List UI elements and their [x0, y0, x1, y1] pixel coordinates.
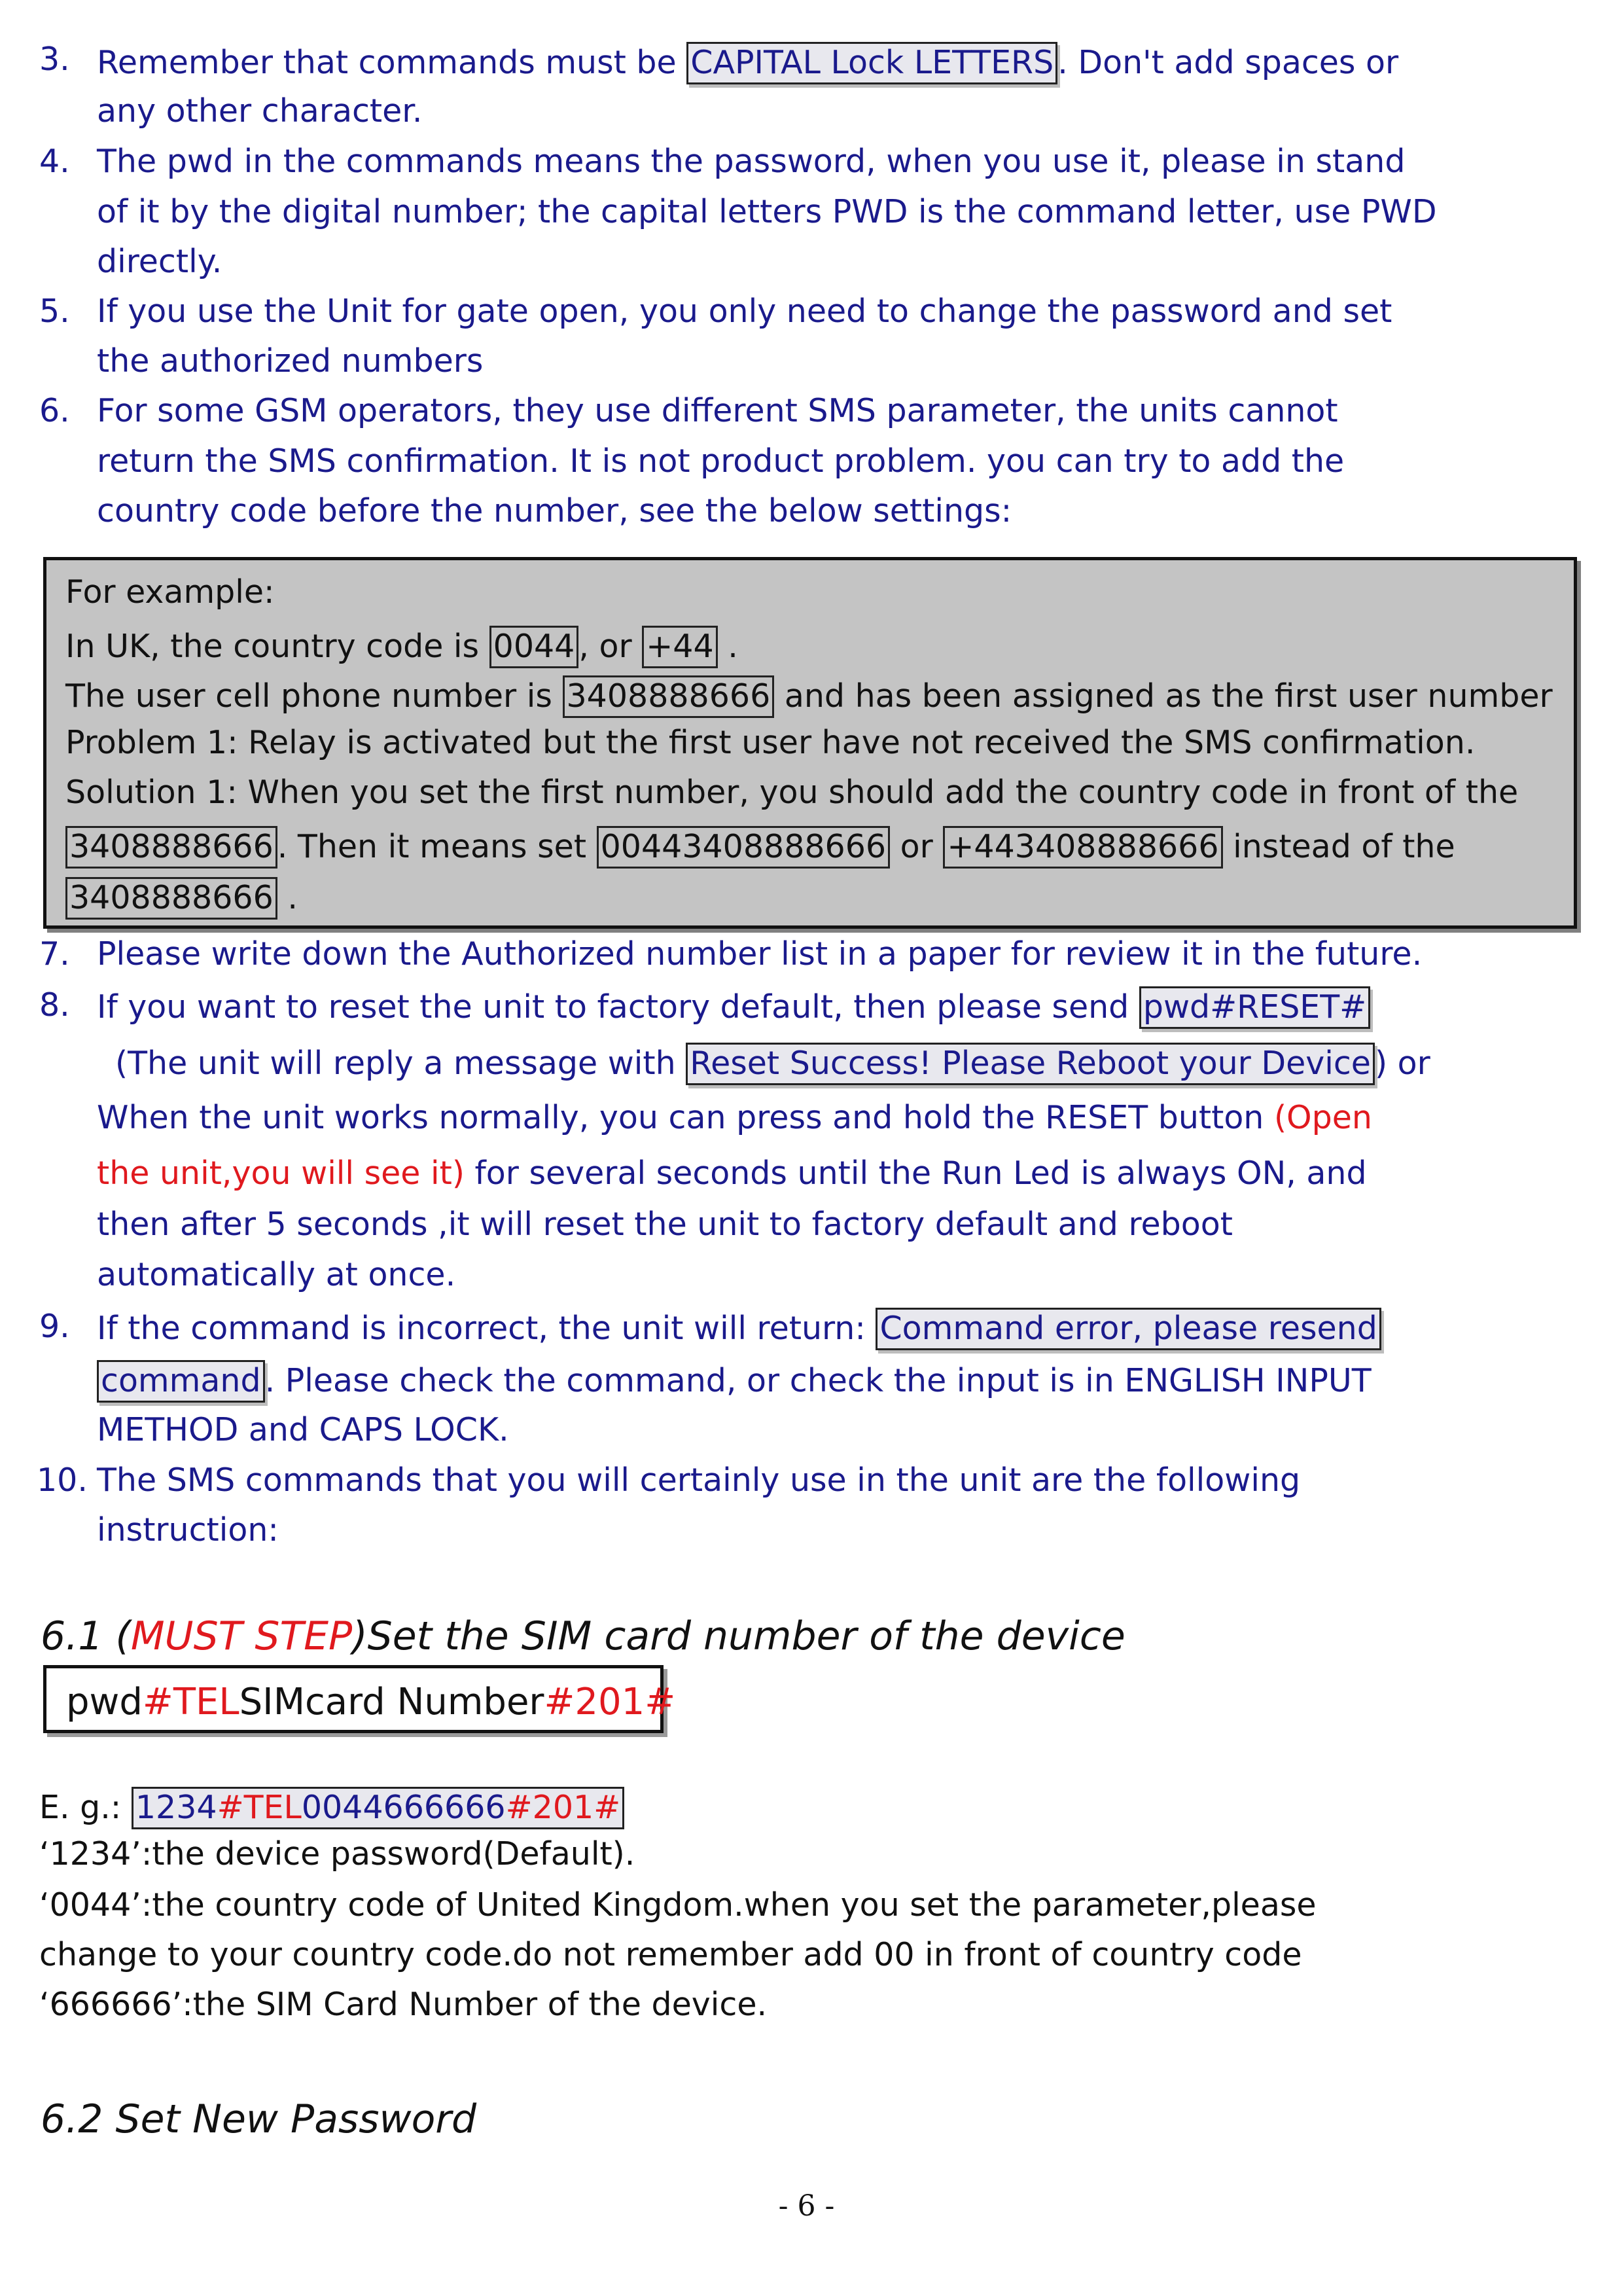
item-9-line-3: METHOD and CAPS LOCK. — [97, 1411, 509, 1448]
item-7-line-1: Please write down the Authorized number list in a paper for review it in the future. — [97, 935, 1423, 973]
phone-number-box: 3408888666 — [563, 675, 775, 718]
item-5-line-1: If you use the Unit for gate open, you only need to change the password and set — [97, 293, 1392, 330]
section-6-1-heading — [41, 1613, 1126, 1659]
item-8-line-3 — [97, 1099, 1372, 1136]
note-line-4: ‘666666’:the SIM Card Number of the device. — [39, 1986, 768, 2023]
eg-tel: #TEL — [217, 1789, 302, 1826]
item-9-text: . Please check the command, or check the input is in ENGLISH INPUT — [264, 1362, 1372, 1399]
item-6-number: 6. — [39, 392, 70, 429]
item-8-text: When the unit works normally, you can press and hold the RESET button — [97, 1099, 1274, 1136]
cmd-pwd: pwd — [66, 1681, 143, 1723]
example-line-formats — [65, 826, 1455, 869]
example-text: The user cell phone number is — [65, 677, 563, 715]
phone-number-box: 3408888666 — [65, 826, 277, 869]
example-text: . Then it means set — [277, 828, 597, 865]
reset-command-box: pwd#RESET# — [1139, 986, 1370, 1029]
phone-number-box: 3408888666 — [65, 877, 277, 920]
example-line-country-code — [65, 626, 738, 668]
item-3-text-end: . Don't add spaces or — [1057, 44, 1399, 81]
item-9-number: 9. — [39, 1308, 70, 1345]
item-8-number: 8. — [39, 986, 70, 1024]
item-4-line-3: directly. — [97, 243, 222, 280]
phone-plus44-box: +443408888666 — [943, 826, 1222, 869]
code-0044-box: 0044 — [489, 626, 579, 668]
item-8-line-4 — [97, 1155, 1367, 1192]
phone-0044-box: 00443408888666 — [597, 826, 890, 869]
example-text: . — [717, 628, 738, 665]
item-10-line-1: The SMS commands that you will certainly use in the unit are the following — [97, 1462, 1301, 1499]
eg-end: #201# — [505, 1789, 621, 1826]
eg-label: E. g.: — [39, 1789, 132, 1826]
item-3-number: 3. — [39, 41, 70, 78]
item-9-line-1 — [97, 1308, 1381, 1350]
item-3-text: Remember that commands must be — [97, 44, 687, 81]
item-3-line-1 — [97, 42, 1398, 84]
item-8-open-note: (Open — [1273, 1099, 1372, 1136]
code-plus44-box: +44 — [642, 626, 717, 668]
item-8-text: If you want to reset the unit to factory default, then please send — [97, 988, 1139, 1026]
section-6-1-prefix: 6.1 ( — [41, 1613, 131, 1659]
item-8-text: for several seconds until the Run Led is always ON, and — [464, 1155, 1367, 1192]
capital-lock-letters-box: CAPITAL Lock LETTERS — [686, 42, 1057, 84]
cmd-end: #201# — [544, 1681, 676, 1723]
item-6-line-1: For some GSM operators, they use different SMS parameter, the units cannot — [97, 392, 1338, 429]
item-9-line-2 — [97, 1360, 1372, 1403]
example-command-box — [132, 1787, 624, 1829]
item-7-number: 7. — [39, 935, 70, 973]
example-title: For example: — [65, 573, 275, 611]
item-8-line-6: automatically at once. — [97, 1256, 456, 1293]
sim-number-command-box — [43, 1665, 676, 1733]
example-solution: Solution 1: When you set the first number, you should add the country code in front of the — [65, 774, 1519, 811]
note-line-1: ‘1234’:the device password(Default). — [39, 1835, 635, 1873]
item-4-line-1: The pwd in the commands means the password, when you use it, please in stand — [97, 143, 1406, 180]
example-command-line — [39, 1787, 624, 1829]
command-error-box: Command error, please resend — [876, 1308, 1381, 1350]
note-line-2: ‘0044’:the country code of United Kingdom.when you set the parameter,please — [39, 1886, 1317, 1924]
example-line-user-number — [65, 675, 1553, 718]
example-text: and has been assigned as the first user number — [774, 677, 1553, 715]
must-step-label: MUST STEP — [130, 1613, 353, 1659]
item-3-line-2: any other character. — [97, 92, 423, 130]
example-box — [43, 557, 1577, 929]
example-text: , or — [578, 628, 643, 665]
item-8-line-5: then after 5 seconds ,it will reset the unit to factory default and reboot — [97, 1206, 1233, 1243]
item-10-number: 10. — [37, 1462, 88, 1499]
example-text: . — [277, 879, 298, 916]
item-8-text: ) or — [1374, 1045, 1430, 1082]
example-text: or — [890, 828, 944, 865]
item-8-text: (The unit will reply a message with — [115, 1045, 686, 1082]
item-5-line-2: the authorized numbers — [97, 342, 484, 380]
item-6-line-3: country code before the number, see the below settings: — [97, 492, 1012, 529]
section-6-2-heading: 6.2 Set New Password — [41, 2096, 477, 2142]
item-8-open-note-cont: the unit,you will see it) — [97, 1155, 465, 1192]
item-9-text: If the command is incorrect, the unit will return: — [97, 1310, 876, 1347]
eg-password: 1234 — [135, 1789, 217, 1826]
example-text: instead of the — [1222, 828, 1455, 865]
item-4-line-2: of it by the digital number; the capital letters PWD is the command letter, use PWD — [97, 193, 1437, 230]
cmd-sim: SIMcard Number — [239, 1681, 544, 1723]
example-problem: Problem 1: Relay is activated but the first user have not received the SMS confirmation. — [65, 724, 1476, 761]
item-4-number: 4. — [39, 143, 70, 180]
item-10-line-2: instruction: — [97, 1511, 279, 1549]
item-5-number: 5. — [39, 293, 70, 330]
section-6-1-title: )Set the SIM card number of the device — [352, 1613, 1126, 1659]
item-8-line-2 — [115, 1043, 1430, 1085]
reset-success-box: Reset Success! Please Reboot your Device — [686, 1043, 1375, 1085]
cmd-tel: #TEL — [142, 1681, 239, 1723]
example-line-last — [65, 877, 298, 920]
item-6-line-2: return the SMS confirmation. It is not product problem. you can try to add the — [97, 442, 1345, 480]
command-error-box-cont: command — [97, 1360, 265, 1403]
note-line-3: change to your country code.do not remember add 00 in front of country code — [39, 1936, 1302, 1973]
page-number: - 6 - — [778, 2189, 835, 2223]
eg-number: 0044666666 — [301, 1789, 506, 1826]
example-text: In UK, the country code is — [65, 628, 489, 665]
item-8-line-1 — [97, 986, 1370, 1029]
